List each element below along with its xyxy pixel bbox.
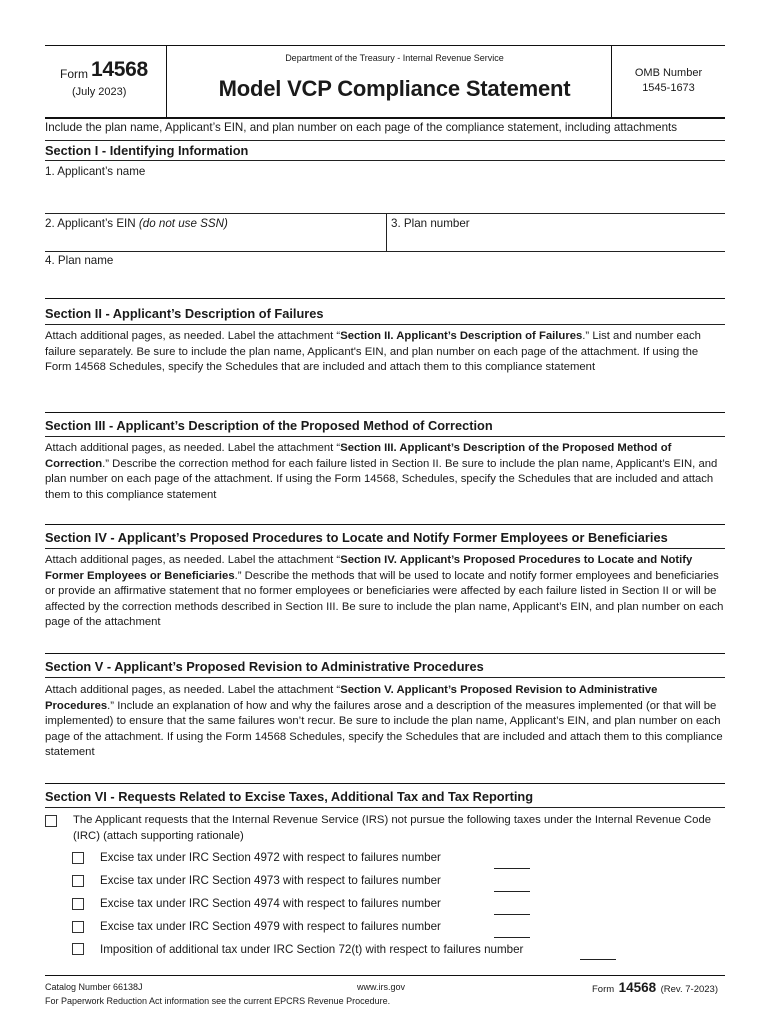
excise-4972-label: Excise tax under IRC Section 4972 with respect to failures number	[100, 851, 441, 864]
header-divider-right	[611, 45, 612, 117]
form-number: 14568	[91, 58, 148, 81]
applicant-name-label: 1. Applicant’s name	[45, 165, 146, 178]
section-6-title-rule	[45, 807, 725, 808]
section-5-text-c: .” Include an explanation of how and why the failures arose and a description of the measures implemented (or that will be implemented) to ensure that the same failures won’t recur. Be sure to include the plan name, Applicant’s EIN, and plan number on each page of the attachment. If using the Form 14568 Schedules, specify the Schedules that are included and attach them to this compliance statement	[45, 699, 723, 759]
field-rule	[45, 213, 725, 214]
section-2-text-a: Attach additional pages, as needed. Label the attachment “	[45, 330, 341, 342]
section-3-instructions	[45, 441, 727, 503]
applicant-ein-field[interactable]	[45, 232, 385, 250]
section-3-title: Section III - Applicant’s Description of the Proposed Method of Correction	[45, 418, 493, 433]
request-text: The Applicant requests that the Internal Revenue Service (IRS) not pursue the following taxes under the Internal Revenue Code (IRC) (attach supporting rationale)	[73, 814, 712, 842]
excise-4974-checkbox[interactable]	[72, 898, 84, 910]
request-checkbox[interactable]	[45, 815, 57, 827]
irs-website: www.irs.gov	[357, 982, 406, 992]
applicant-ein-label-text: 2. Applicant’s EIN	[45, 217, 139, 230]
applicant-ein-label	[45, 217, 228, 230]
section-3-top-rule	[45, 412, 725, 413]
excise-4973-checkbox[interactable]	[72, 875, 84, 887]
page-instruction: Include the plan name, Applicant’s EIN, and plan number on each page of the compliance statement, including attachments	[45, 121, 678, 134]
omb-number: 1545-1673	[642, 82, 695, 94]
section-2-title-rule	[45, 324, 725, 325]
plan-number-label: 3. Plan number	[391, 217, 470, 230]
section-1-title-rule	[45, 160, 725, 161]
form-title: Model VCP Compliance Statement	[218, 76, 571, 101]
section-3-text-c: .” Describe the correction method for each failure listed in Section II. Be sure to include the plan name, Applicant’s EIN, and plan number on each page of the attachment. If using the Form 14568, Schedules, specify the Schedules that are included and attach them to this compliance statement	[45, 457, 718, 501]
ein-plan-divider	[386, 213, 387, 251]
section-4-instructions	[45, 553, 727, 631]
section-2-top-rule	[45, 298, 725, 299]
form-date: (July 2023)	[72, 86, 127, 98]
excise-4974-label: Excise tax under IRC Section 4974 with respect to failures number	[100, 897, 441, 910]
section-4-top-rule	[45, 524, 725, 525]
excise-4972-checkbox[interactable]	[72, 852, 84, 864]
footer-rule	[45, 975, 725, 976]
department-name: Department of the Treasury - Internal Revenue Service	[285, 53, 504, 63]
section-5-top-rule	[45, 653, 725, 654]
header-bottom-rule	[45, 117, 725, 119]
section-1-title: Section I - Identifying Information	[45, 143, 249, 158]
excise-4979-label: Excise tax under IRC Section 4979 with respect to failures number	[100, 920, 441, 933]
section-5-attachment-label: Section V. Applicant’s Proposed Revision to Administrative Procedures	[45, 684, 658, 712]
section-6-top-rule	[45, 783, 725, 784]
section-3-title-rule	[45, 436, 725, 437]
plan-number-field[interactable]	[391, 232, 725, 250]
additional-tax-72t-label: Imposition of additional tax under IRC Section 72(t) with respect to failures number	[100, 943, 524, 956]
section-4-title-rule	[45, 548, 725, 549]
excise-4979-failures-field[interactable]	[494, 937, 530, 938]
excise-4973-failures-field[interactable]	[494, 891, 530, 892]
section-2-title: Section II - Applicant’s Description of Failures	[45, 306, 324, 321]
section-4-text-c: .” Describe the methods that will be used to locate and notify former employees and beneficiaries or provide an affirmative statement that no former employees or beneficiaries were affected by each failure listed in Section II or will be affected by the correction methods described in Section III. Be sure to include the plan name, Applicant’s EIN, and plan number on each page of the attachment	[45, 569, 724, 629]
footer-form-word: Form	[592, 984, 615, 995]
omb-label: OMB Number	[634, 67, 703, 79]
footer-form-number: 14568	[618, 980, 657, 995]
header-divider-left	[166, 45, 167, 117]
header-top-rule	[45, 45, 725, 46]
additional-tax-72t-failures-field[interactable]	[580, 959, 616, 960]
section-2-attachment-label: Section II. Applicant’s Description of Failures	[340, 330, 583, 342]
section-4-text-a: Attach additional pages, as needed. Label the attachment “	[45, 554, 341, 566]
paperwork-notice: For Paperwork Reduction Act information see the current EPCRS Revenue Procedure.	[45, 996, 391, 1006]
additional-tax-72t-checkbox[interactable]	[72, 943, 84, 955]
section-4-attachment-label: Section IV. Applicant’s Proposed Procedures to Locate and Notify Former Employees or Beneficiaries	[45, 554, 693, 582]
section-2-text-c: .” List and number each failure separately. Be sure to include the plan name, Applicant's EIN, and plan number on each page of the attachment. If using the Form 14568 Schedules, specify the Schedules that are included and attach them to this compliance statement	[45, 330, 701, 374]
plan-name-label: 4. Plan name	[45, 254, 114, 267]
field-rule	[45, 251, 725, 252]
section-5-title: Section V - Applicant’s Proposed Revision to Administrative Procedures	[45, 659, 484, 674]
excise-4973-label: Excise tax under IRC Section 4973 with respect to failures number	[100, 874, 441, 887]
plan-name-field[interactable]	[45, 269, 725, 297]
section-2-instructions	[45, 329, 727, 376]
section-5-text-a: Attach additional pages, as needed. Label the attachment “	[45, 684, 341, 696]
section-6-title: Section VI - Requests Related to Excise Taxes, Additional Tax and Tax Reporting	[45, 789, 534, 804]
section-3-text-a: Attach additional pages, as needed. Label the attachment “	[45, 442, 341, 454]
section-3-attachment-label: Section III. Applicant’s Description of the Proposed Method of Correction	[45, 442, 672, 470]
form-word: Form	[60, 67, 88, 81]
section-5-title-rule	[45, 677, 725, 678]
section-1-top-rule	[45, 140, 725, 141]
footer-revision: (Rev. 7-2023)	[660, 984, 719, 995]
section-5-instructions	[45, 683, 727, 761]
excise-4974-failures-field[interactable]	[494, 914, 530, 915]
footer-form-id	[592, 979, 718, 997]
applicant-name-field[interactable]	[45, 179, 725, 212]
applicant-ein-note: (do not use SSN)	[138, 217, 228, 230]
excise-4972-failures-field[interactable]	[494, 868, 530, 869]
section-4-title: Section IV - Applicant’s Proposed Procedures to Locate and Notify Former Employees or Beneficiaries	[45, 530, 668, 545]
excise-4979-checkbox[interactable]	[72, 921, 84, 933]
catalog-number: Catalog Number 66138J	[45, 982, 143, 992]
